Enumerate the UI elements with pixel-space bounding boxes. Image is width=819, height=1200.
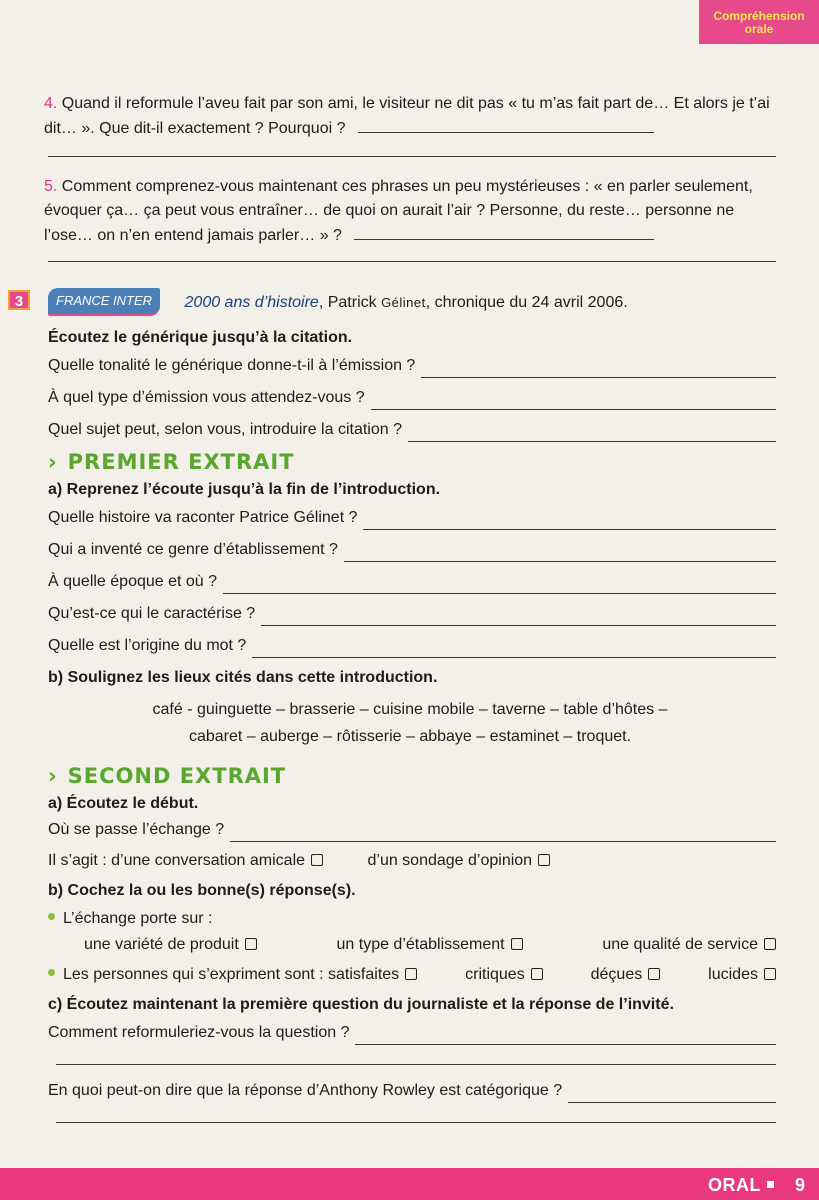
question-row [48,1079,776,1103]
checkbox[interactable] [648,968,660,980]
option-label: critiques [465,966,525,983]
option-label: d’un sondage d’opinion [367,852,533,869]
question-row [48,418,776,442]
checkbox[interactable] [764,968,776,980]
part-a-label: a) Écoutez le début. [48,795,199,812]
answer-line[interactable] [223,579,776,594]
checkbox[interactable] [245,938,257,950]
question-text: En quoi peut-on dire que la réponse d’Anthony Rowley est catégorique ? [48,1082,563,1099]
answer-line[interactable] [363,515,776,530]
option-label: une variété de produit [84,936,239,953]
source-line [48,288,776,316]
heading-text: PREMIER EXTRAIT [67,450,295,474]
answer-line[interactable] [56,1121,776,1123]
places-list [44,696,776,750]
question-4 [44,92,776,141]
part-b-label: b) Cochez la ou les bonne(s) réponse(s). [48,882,356,899]
answer-line[interactable] [252,643,776,658]
worksheet-content [14,92,776,1123]
heading-text: SECOND EXTRAIT [67,764,287,788]
answer-line[interactable] [354,223,654,240]
france-inter-logo: FRANCE INTER [48,288,160,316]
question-text: Où se passe l’échange ? [48,821,225,838]
answer-line[interactable] [56,1063,776,1065]
question-row [48,1021,776,1045]
instruction: Écoutez le générique jusqu’à la citation. [48,329,353,346]
answer-line[interactable] [261,611,776,626]
question-row [48,506,776,530]
source-rest: , chronique du 24 avril 2006. [425,294,628,311]
bullet-2 [48,963,776,987]
question-text: Comment reformuleriez-vous la question ? [48,1024,350,1041]
question-number: 5. [44,178,58,195]
bullet-icon [48,969,55,976]
exchange-type-row [48,849,776,873]
checkbox[interactable] [538,854,550,866]
checkbox[interactable] [764,938,776,950]
question-5 [44,175,776,248]
question-text: Quel sujet peut, selon vous, introduire la citation ? [48,421,402,438]
section-3 [14,288,776,442]
question-row [48,538,776,562]
question-row [48,570,776,594]
question-text: Qu’est-ce qui le caractérise ? [48,605,256,622]
chevron-right-icon: › [48,450,58,474]
page-number: 9 [794,1175,805,1195]
question-text: À quelle époque et où ? [48,573,218,590]
answer-line[interactable] [344,547,776,562]
question-text: Quand il reformule l’aveu fait par son ami, le visiteur ne dit pas « tu m’as fait part de… Et alors je t’ai dit… ». Que dit-il exactement ? Pourquoi ? [44,95,770,137]
square-icon [767,1181,774,1188]
question-row [48,386,776,410]
question-number: 4. [44,95,58,112]
answer-line[interactable] [48,260,776,262]
checkbox[interactable] [511,938,523,950]
question-row [48,634,776,658]
options-row [84,933,776,957]
checkbox[interactable] [405,968,417,980]
places-line: café - guinguette – brasserie – cuisine mobile – taverne – table d’hôtes – [152,701,668,718]
answer-line[interactable] [230,827,776,842]
question-row [48,818,776,842]
source-author-first: , Patrick [318,294,382,311]
section-number: 3 [8,290,30,310]
option-label: Il s’agit : d’une conversation amicale [48,852,306,869]
bullet-1 [48,907,776,931]
option-label: Les personnes qui s’expriment sont : satisfaites [63,966,400,983]
footer-bar [0,1168,819,1200]
source-author-last: Gélinet [381,295,426,310]
section-tab-line1: Compréhension [713,9,805,23]
bullet-text: L’échange porte sur : [63,910,213,927]
question-text: Quelle est l’origine du mot ? [48,637,247,654]
footer-label-text: ORAL [708,1175,761,1195]
places-line: cabaret – auberge – rôtisserie – abbaye – estaminet – troquet. [188,728,632,745]
answer-line[interactable] [48,155,776,157]
part-a-label: a) Reprenez l’écoute jusqu’à la fin de l’introduction. [48,481,441,498]
source-title: 2000 ans d’histoire [184,294,319,311]
question-text: Quelle tonalité le générique donne-t-il à l’émission ? [48,357,416,374]
question-row [48,354,776,378]
second-extrait-heading [48,764,776,788]
question-text: Comment comprenez-vous maintenant ces phrases un peu mystérieuses : « en parler seulement, évoquer ça… ça peut vous entraîner… de quoi on aurait l’air ? Personne, du reste… personne ne l’ose… on n’en entend jamais parler… » ? [44,178,753,244]
answer-line[interactable] [421,363,776,378]
part-b-label: b) Soulignez les lieux cités dans cette introduction. [48,669,438,686]
answer-line[interactable] [408,427,776,442]
checkbox[interactable] [311,854,323,866]
question-row [48,602,776,626]
bullet-icon [48,913,55,920]
option-label: lucides [708,966,758,983]
section-tab [699,0,819,44]
option-label: un type d’établissement [336,936,505,953]
chevron-right-icon: › [48,764,58,788]
question-text: À quel type d’émission vous attendez-vous ? [48,389,365,406]
answer-line[interactable] [358,116,654,133]
option-label: une qualité de service [602,936,758,953]
premier-extrait-heading [48,450,776,474]
option-label: déçues [590,966,643,983]
question-text: Qui a inventé ce genre d’établissement ? [48,541,338,558]
part-c-label: c) Écoutez maintenant la première question du journaliste et la réponse de l’invité. [48,996,674,1013]
question-text: Quelle histoire va raconter Patrice Gélinet ? [48,509,358,526]
section-tab-line2: orale [744,22,774,36]
answer-line[interactable] [568,1088,776,1103]
answer-line[interactable] [355,1030,776,1045]
checkbox[interactable] [531,968,543,980]
answer-line[interactable] [371,395,776,410]
footer-section [708,1175,779,1196]
